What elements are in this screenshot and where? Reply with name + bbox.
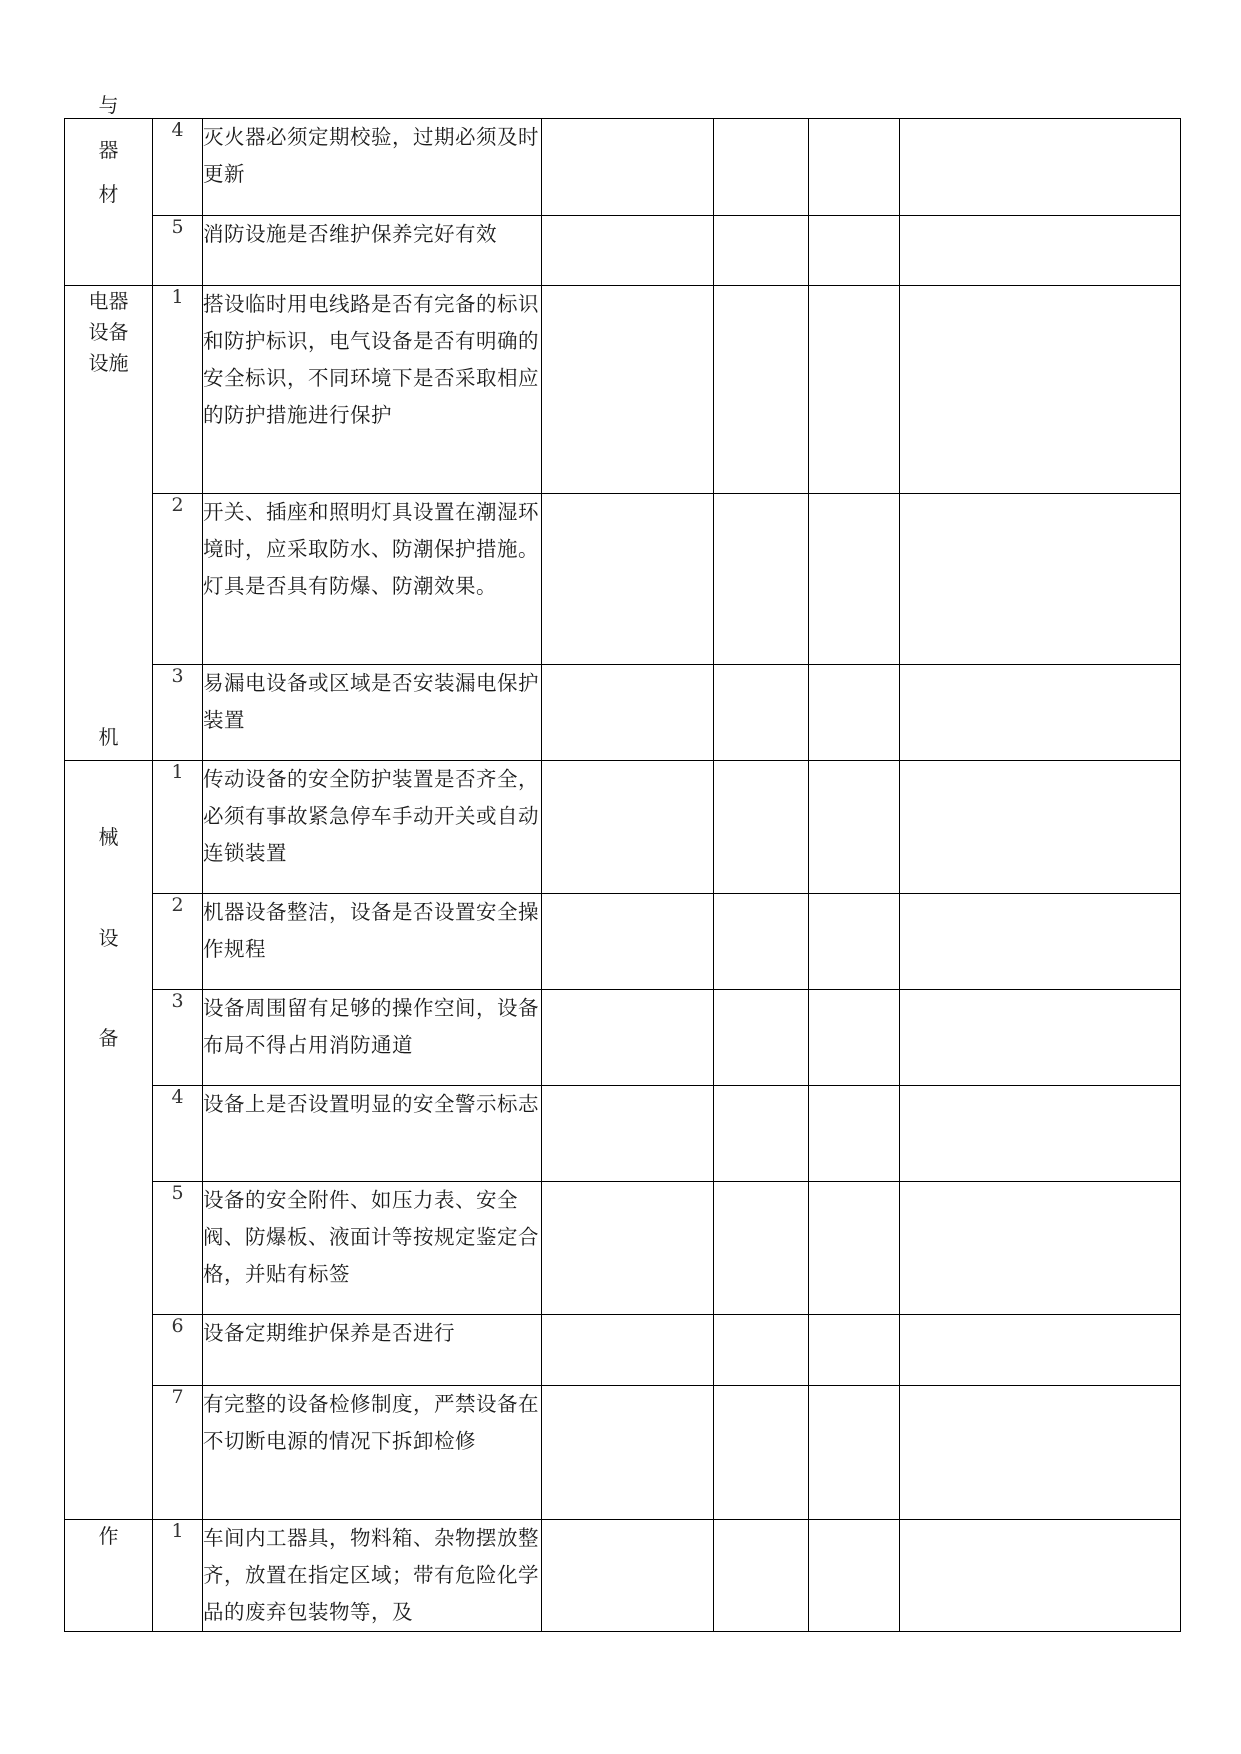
blank-cell[interactable]: [900, 286, 1181, 494]
blank-cell[interactable]: [809, 216, 900, 286]
blank-cell[interactable]: [714, 119, 809, 216]
blank-cell[interactable]: [809, 1386, 900, 1520]
blank-cell[interactable]: [714, 494, 809, 665]
blank-cell[interactable]: [542, 990, 714, 1086]
category-char: 与: [98, 93, 119, 117]
item-number: 2: [153, 894, 203, 990]
table-row: [65, 990, 1181, 1086]
blank-cell[interactable]: [542, 1182, 714, 1315]
blank-cell[interactable]: [542, 1086, 714, 1182]
blank-cell[interactable]: [542, 216, 714, 286]
blank-cell[interactable]: [542, 1315, 714, 1386]
item-number: 4: [153, 1086, 203, 1182]
item-number: 6: [153, 1315, 203, 1386]
item-text-clip: 车间内工器具，物料箱、杂物摆放整齐，放置在指定区域；带有危险化学品的废弃包装物等，及: [203, 1526, 539, 1624]
item-text: 开关、插座和照明灯具设置在潮湿环境时，应采取防水、防潮保护措施。灯具是否具有防爆、防潮效果。: [203, 494, 542, 665]
table-row: [65, 286, 1181, 494]
category-char: 备: [98, 1025, 119, 1050]
blank-cell[interactable]: [900, 761, 1181, 894]
category-char: 材: [98, 182, 119, 206]
item-text: 易漏电设备或区域是否安装漏电保护装置: [203, 665, 542, 761]
blank-cell[interactable]: [900, 1520, 1181, 1632]
blank-cell[interactable]: [714, 665, 809, 761]
item-text: 设备上是否设置明显的安全警示标志: [203, 1086, 542, 1182]
blank-cell[interactable]: [809, 665, 900, 761]
table-row: [65, 216, 1181, 286]
blank-cell[interactable]: [542, 119, 714, 216]
blank-cell[interactable]: [542, 494, 714, 665]
item-text: 设备周围留有足够的操作空间，设备布局不得占用消防通道: [203, 990, 542, 1086]
item-text: 搭设临时用电线路是否有完备的标识和防护标识，电气设备是否有明确的安全标识，不同环境下是否采取相应的防护措施进行保护: [203, 286, 542, 494]
table-row: [65, 1520, 1181, 1632]
table-row: [65, 119, 1181, 216]
category-cell: [65, 93, 153, 286]
category-cell: [65, 1520, 153, 1632]
inspection-checklist-table: [64, 93, 1181, 1632]
blank-cell[interactable]: [809, 894, 900, 990]
blank-cell[interactable]: [542, 761, 714, 894]
blank-cell[interactable]: [900, 119, 1181, 216]
blank-cell[interactable]: [809, 1182, 900, 1315]
item-number: 3: [153, 990, 203, 1086]
table-row: [65, 761, 1181, 894]
item-number: 5: [153, 216, 203, 286]
item-number: 1: [153, 286, 203, 494]
category-char: 作: [98, 1524, 119, 1548]
category-char: 设: [98, 925, 119, 950]
blank-cell[interactable]: [900, 1315, 1181, 1386]
category-char: 器: [98, 137, 119, 162]
blank-cell[interactable]: [809, 1086, 900, 1182]
blank-cell[interactable]: [809, 119, 900, 216]
table-row: [65, 665, 1181, 761]
blank-cell[interactable]: [900, 990, 1181, 1086]
blank-cell[interactable]: [714, 894, 809, 990]
blank-cell[interactable]: [900, 894, 1181, 990]
blank-cell[interactable]: [900, 494, 1181, 665]
item-text: 有完整的设备检修制度，严禁设备在不切断电源的情况下拆卸检修: [203, 1386, 542, 1520]
blank-cell[interactable]: [714, 761, 809, 894]
blank-cell[interactable]: [809, 494, 900, 665]
table-row: [65, 1086, 1181, 1182]
blank-cell[interactable]: [714, 286, 809, 494]
category-char: 设备: [88, 320, 129, 344]
category-char: 械: [98, 825, 119, 850]
item-number: 5: [153, 1182, 203, 1315]
item-number: 3: [153, 665, 203, 761]
table-row: [65, 494, 1181, 665]
blank-cell[interactable]: [714, 1086, 809, 1182]
blank-cell[interactable]: [809, 990, 900, 1086]
blank-cell[interactable]: [542, 1520, 714, 1632]
blank-cell[interactable]: [714, 1315, 809, 1386]
blank-cell[interactable]: [714, 990, 809, 1086]
blank-cell[interactable]: [714, 1182, 809, 1315]
item-number: 2: [153, 494, 203, 665]
blank-cell[interactable]: [809, 286, 900, 494]
table-row: [65, 1315, 1181, 1386]
item-text: 设备的安全附件、如压力表、安全阀、防爆板、液面计等按规定鉴定合格，并贴有标签: [203, 1182, 542, 1315]
blank-cell[interactable]: [542, 286, 714, 494]
table-row: [65, 1182, 1181, 1315]
blank-cell[interactable]: [809, 1315, 900, 1386]
item-number: 1: [153, 1520, 203, 1632]
blank-cell[interactable]: [900, 665, 1181, 761]
category-cell: [65, 725, 153, 1520]
blank-cell[interactable]: [900, 1182, 1181, 1315]
item-text: 传动设备的安全防护装置是否齐全，必须有事故紧急停车手动开关或自动连锁装置: [203, 761, 542, 894]
blank-cell[interactable]: [809, 761, 900, 894]
item-number: 4: [153, 119, 203, 216]
category-char: 电器: [88, 289, 129, 313]
item-text: 灭火器必须定期校验，过期必须及时更新: [203, 119, 542, 216]
blank-cell[interactable]: [809, 1520, 900, 1632]
item-number: 1: [153, 761, 203, 894]
item-text: 设备定期维护保养是否进行: [203, 1315, 542, 1386]
category-cell: [65, 286, 153, 761]
item-text: [203, 1520, 542, 1632]
blank-cell[interactable]: [714, 216, 809, 286]
blank-cell[interactable]: [542, 1386, 714, 1520]
blank-cell[interactable]: [900, 216, 1181, 286]
blank-cell[interactable]: [714, 1520, 809, 1632]
blank-cell[interactable]: [542, 894, 714, 990]
table-row: [65, 1386, 1181, 1520]
item-text: 消防设施是否维护保养完好有效: [203, 216, 542, 286]
blank-cell[interactable]: [900, 1086, 1181, 1182]
item-number: 7: [153, 1386, 203, 1520]
category-char: 机: [98, 725, 119, 749]
category-char: 设施: [88, 351, 129, 375]
blank-cell[interactable]: [900, 1386, 1181, 1520]
blank-cell[interactable]: [714, 1386, 809, 1520]
table-row: [65, 894, 1181, 990]
item-text: 机器设备整洁，设备是否设置安全操作规程: [203, 894, 542, 990]
blank-cell[interactable]: [542, 665, 714, 761]
